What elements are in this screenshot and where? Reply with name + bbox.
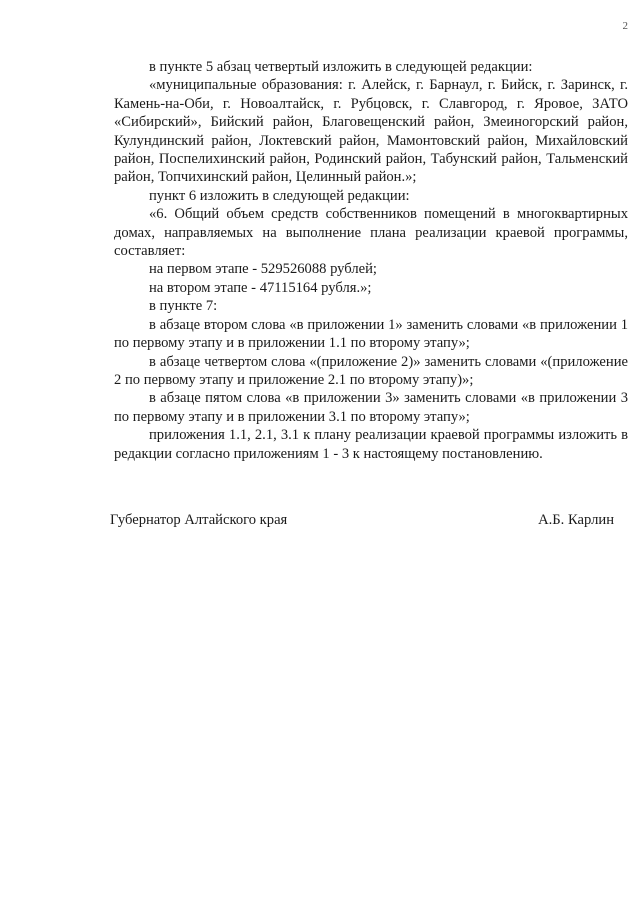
paragraph: на втором этапе - 47115164 рубля.»; xyxy=(149,279,372,296)
paragraph: «6. Общий объем средств собственников помещений в многоквартирных домах, направляемых на выполнение плана реализации краевой программы, составляет: xyxy=(114,206,628,260)
paragraph: пункт 6 изложить в следующей редакции: xyxy=(149,187,410,204)
signatory-title: Губернатор Алтайского края xyxy=(110,512,288,528)
signature-block xyxy=(110,512,614,529)
paragraph: в абзаце пятом слова «в приложении 3» заменить словами «в приложении 3 по первому этапу и в приложении 3.1 по второму этапу»; xyxy=(114,390,628,425)
paragraph: в пункте 7: xyxy=(149,298,218,315)
paragraph: приложения 1.1, 2.1, 3.1 к плану реализации краевой программы изложить в редакции согласно приложениям 1 - 3 к настоящему постановлению. xyxy=(114,427,628,462)
signatory-name: А.Б. Карлин xyxy=(538,512,614,528)
document-body xyxy=(114,58,628,463)
paragraph: в пункте 5 абзац четвертый изложить в следующей редакции: xyxy=(149,59,533,75)
paragraph: «муниципальные образования: г. Алейск, г. Барнаул, г. Бийск, г. Заринск, г. Камень-на-Оби, г. Новоалтайск, г. Рубцовск, г. Славгород, г. Яровое, ЗАТО «Сибирский», Бийский район, Благовещенский район, Змеиногорский район, Кулундинский район, Локтевский район, Мамонтовский район, Михайловский район, Поспелихинский район, Родинский район, Табунский район, Тальменский район, Топчихинский район, Целинный район.»; xyxy=(114,77,628,186)
paragraph: на первом этапе - 529526088 рублей; xyxy=(149,261,377,278)
paragraph: в абзаце четвертом слова «(приложение 2)» заменить словами «(приложение 2 по первому этапу и приложение 2.1 по второму этапу)»; xyxy=(114,353,628,388)
page-number: 2 xyxy=(622,20,628,32)
paragraph: в абзаце втором слова «в приложении 1» заменить словами «в приложении 1 по первому этапу и в приложении 1.1 по второму этапу»; xyxy=(114,316,628,352)
